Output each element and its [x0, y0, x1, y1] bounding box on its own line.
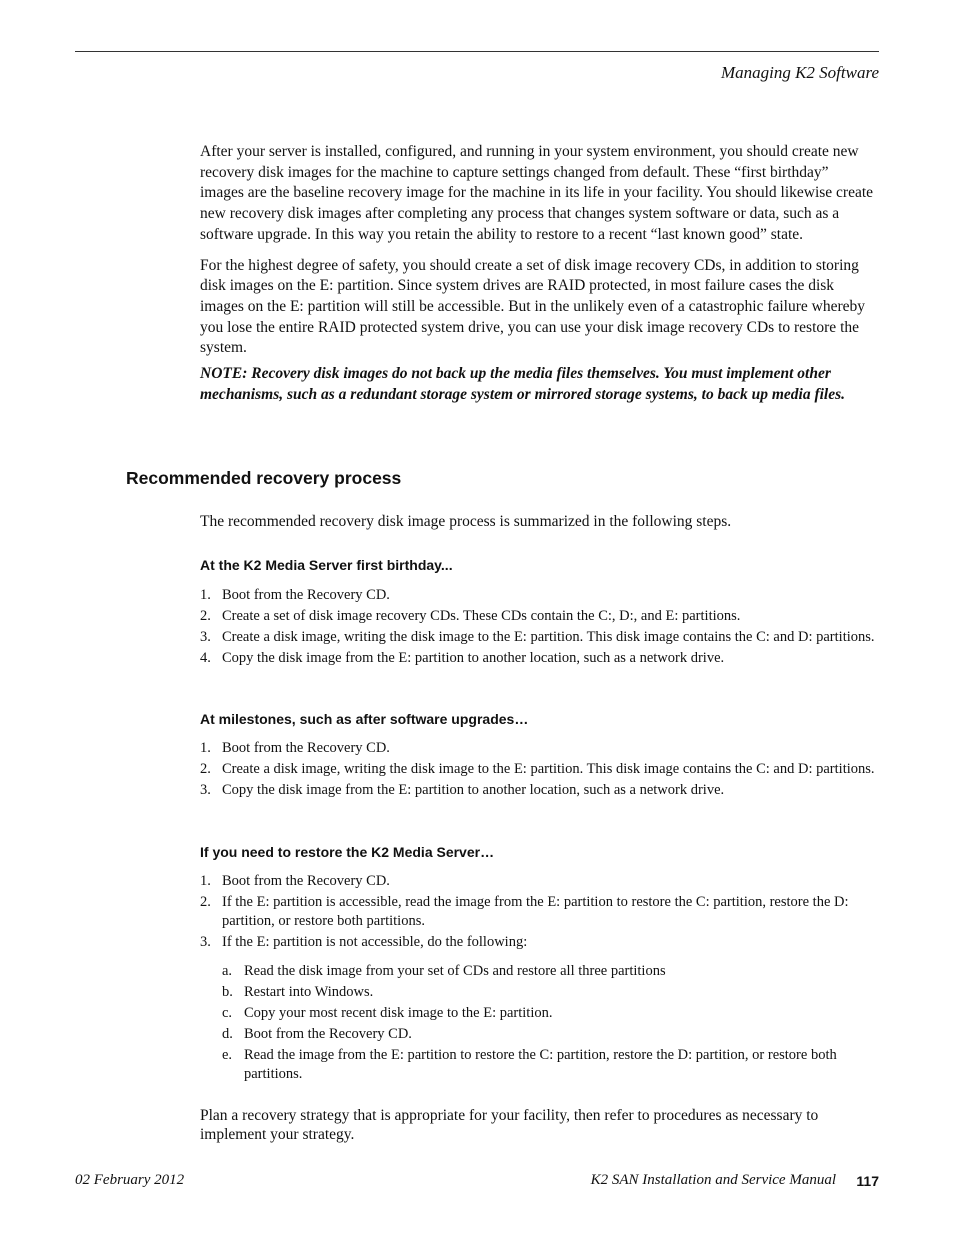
- list-item: 3. Copy the disk image from the E: partition to another location, such as a network drive.: [200, 782, 725, 798]
- section-heading: Recommended recovery process: [126, 468, 402, 488]
- list-item: c. Copy your most recent disk image to the E: partition.: [222, 1005, 553, 1021]
- list-item: d. Boot from the Recovery CD.: [222, 1026, 412, 1042]
- restore-heading: If you need to restore the K2 Media Server…: [200, 844, 495, 860]
- intro-paragraph-1: After your server is installed, configured, and running in your system environment, you should create new recovery disk images for the machine to capture settings changed from default. These “first birthday” images are the baseline recovery image for the machine in its life in your facility. You should likewise create new recovery disk images after completing any process that changes system software or data, such as a software upgrade. In this way you retain the ability to restore to a recent “last known good” state.: [200, 143, 874, 243]
- first-birthday-steps: [200, 586, 876, 670]
- page-number: 117: [856, 1173, 879, 1189]
- note-paragraph: NOTE: Recovery disk images do not back up the media files themselves. You must implement other mechanisms, such as a redundant storage system or mirrored storage systems, to back up media files.: [200, 365, 846, 403]
- first-birthday-heading: At the K2 Media Server first birthday...: [200, 557, 453, 573]
- running-header: Managing K2 Software: [720, 63, 879, 82]
- list-item: 2. Create a disk image, writing the disk image to the E: partition. This disk image contains the C: and D: partitions.: [200, 761, 875, 777]
- header-rule: [75, 51, 879, 52]
- list-item: 3. Create a disk image, writing the disk image to the E: partition. This disk image contains the C: and D: partitions.: [200, 629, 875, 645]
- list-item: 2. Create a set of disk image recovery CDs. These CDs contain the C:, D:, and E: partitions.: [200, 608, 741, 624]
- list-item: 1. Boot from the Recovery CD.: [200, 740, 390, 756]
- milestones-heading: At milestones, such as after software upgrades…: [200, 711, 529, 727]
- list-item: 1. Boot from the Recovery CD.: [200, 587, 390, 603]
- list-item: b. Restart into Windows.: [222, 984, 374, 1000]
- footer-date: 02 February 2012: [75, 1172, 185, 1188]
- restore-steps: [200, 872, 876, 954]
- milestones-steps: [200, 739, 876, 802]
- closing-paragraph: Plan a recovery strategy that is appropriate for your facility, then refer to procedures as necessary to implement your strategy.: [200, 1107, 819, 1143]
- intro-section: [200, 142, 876, 405]
- list-item: 1. Boot from the Recovery CD.: [200, 873, 390, 889]
- list-item: 4. Copy the disk image from the E: partition to another location, such as a network drive.: [200, 650, 725, 666]
- list-item: 3. If the E: partition is not accessible, do the following:: [200, 933, 528, 950]
- section-summary: The recommended recovery disk image process is summarized in the following steps.: [200, 513, 732, 530]
- intro-paragraph-2: For the highest degree of safety, you should create a set of disk image recovery CDs, in addition to storing disk images on the E: partition. Since system drives are RAID protected, in most failure cases the disk images on the E: partition will still be accessible. But in the unlikely even of a catastrophic failure whereby you lose the entire RAID protected system drive, you can use your disk image recovery CDs to restore the system.: [200, 256, 866, 357]
- footer-manual-title: K2 SAN Installation and Service Manual: [590, 1172, 836, 1188]
- restore-substeps: [222, 962, 876, 1086]
- list-item: 2. If the E: partition is accessible, read the image from the E: partition to restore the C: partition, restore the D: partition, or restore both partitions.: [200, 894, 849, 929]
- list-item: a. Read the disk image from your set of CDs and restore all three partitions: [222, 963, 666, 979]
- list-item: e. Read the image from the E: partition to restore the C: partition, restore the D: partition, or restore both partitions.: [222, 1047, 837, 1082]
